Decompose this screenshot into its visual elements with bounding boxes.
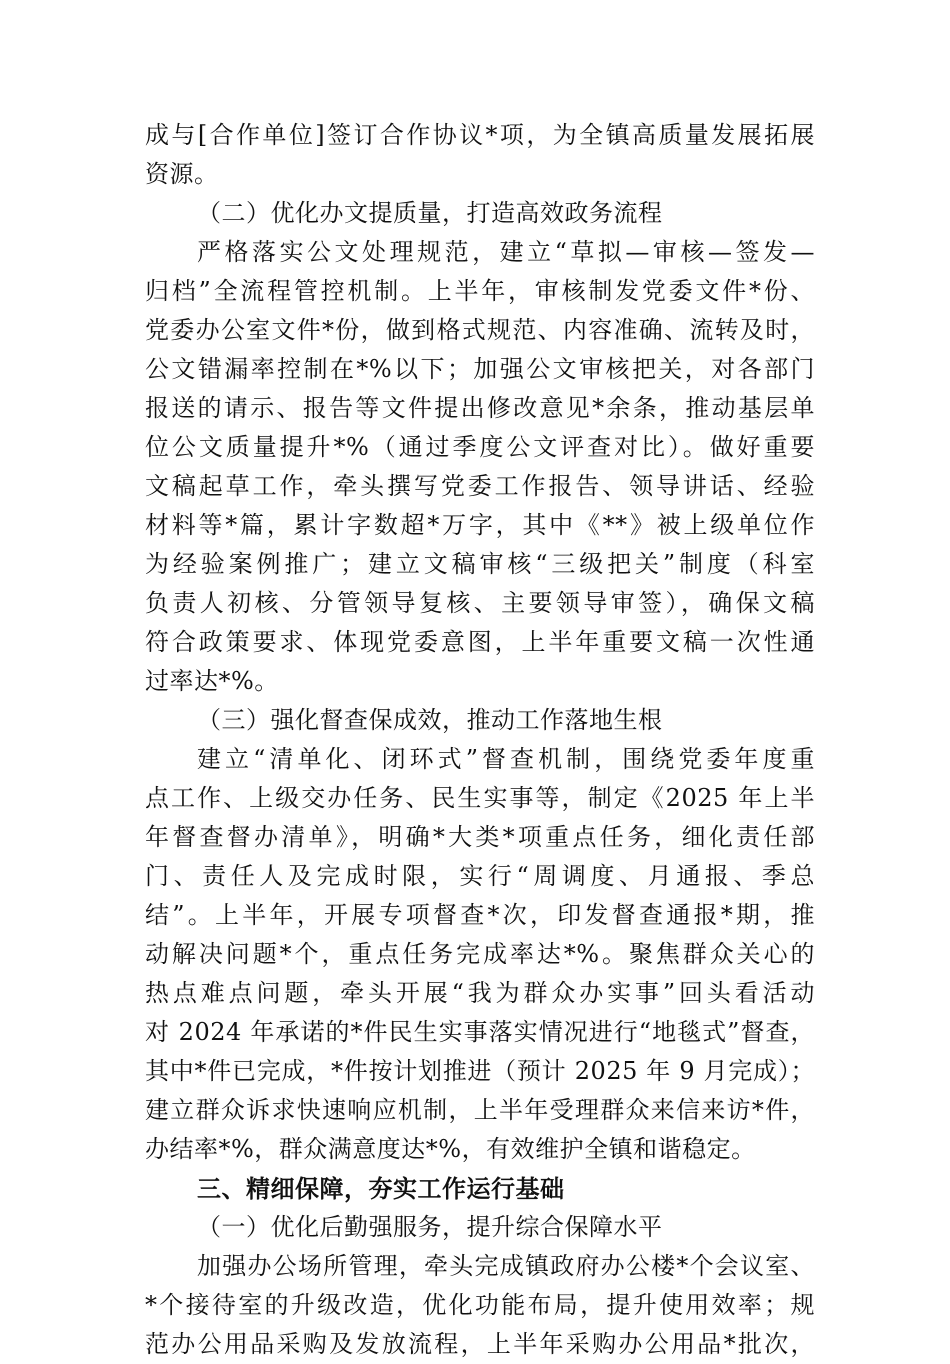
paragraph-line: 热点难点问题，牵头开展“我为群众办实事”回头看活动 xyxy=(145,979,815,1007)
paragraph-line: 党委办公室文件*份，做到格式规范、内容准确、流转及时， xyxy=(145,316,815,344)
paragraph-line: *个接待室的升级改造，优化功能布局，提升使用效率；规 xyxy=(145,1291,815,1319)
paragraph-line: 结”。上半年，开展专项督查*次，印发督查通报*期，推 xyxy=(145,901,815,929)
paragraph-line: 公文错漏率控制在*%以下；加强公文审核把关，对各部门 xyxy=(145,355,815,383)
paragraph-line: 文稿起草工作，牵头撰写党委工作报告、领导讲话、经验 xyxy=(145,472,815,500)
paragraph-line: 年督查督办清单》，明确*大类*项重点任务，细化责任部 xyxy=(145,823,815,851)
paragraph-line: 符合政策要求、体现党委意图，上半年重要文稿一次性通 xyxy=(145,628,815,656)
subheading-3: （三）强化督查保成效，推动工作落地生根 xyxy=(197,706,663,734)
paragraph-line: 归档”全流程管控机制。上半年，审核制发党委文件*份、 xyxy=(145,277,815,305)
paragraph-line: 其中*件已完成，*件按计划推进（预计 2025 年 9 月完成）； xyxy=(145,1057,815,1085)
paragraph-line: 材料等*篇，累计字数超*万字，其中《**》被上级单位作 xyxy=(145,511,815,539)
paragraph-line: 范办公用品采购及发放流程，上半年采购办公用品*批次， xyxy=(145,1330,815,1358)
paragraph-line: 点工作、上级交办任务、民生实事等，制定《2025 年上半 xyxy=(145,784,815,812)
paragraph-line: 位公文质量提升*%（通过季度公文评查对比）。做好重要 xyxy=(145,433,815,461)
paragraph-line: 动解决问题*个，重点任务完成率达*%。聚焦群众关心的 xyxy=(145,940,815,968)
paragraph-line: 报送的请示、报告等文件提出修改意见*余条，推动基层单 xyxy=(145,394,815,422)
paragraph-line: 资源。 xyxy=(145,160,219,188)
paragraph-line: 成与[合作单位]签订合作协议*项，为全镇高质量发展拓展 xyxy=(145,121,815,149)
section-heading-3: 三、精细保障，夯实工作运行基础 xyxy=(197,1174,565,1203)
paragraph-line: 加强办公场所管理，牵头完成镇政府办公楼*个会议室、 xyxy=(197,1252,815,1280)
paragraph-line: 负责人初核、分管领导复核、主要领导审签），确保文稿 xyxy=(145,589,815,617)
subheading-2: （二）优化办文提质量，打造高效政务流程 xyxy=(197,199,663,227)
paragraph-line: 办结率*%，群众满意度达*%，有效维护全镇和谐稳定。 xyxy=(145,1135,756,1163)
subheading-1: （一）优化后勤强服务，提升综合保障水平 xyxy=(197,1213,663,1241)
paragraph-line: 建立群众诉求快速响应机制，上半年受理群众来信来访*件， xyxy=(145,1096,815,1124)
paragraph-line: 严格落实公文处理规范，建立“草拟—审核—签发— xyxy=(197,238,815,266)
paragraph-line: 为经验案例推广；建立文稿审核“三级把关”制度（科室 xyxy=(145,550,815,578)
paragraph-line: 门、责任人及完成时限，实行“周调度、月通报、季总 xyxy=(145,862,815,890)
paragraph-line: 过率达*%。 xyxy=(145,667,279,695)
document-body xyxy=(145,116,815,1364)
paragraph-line: 建立“清单化、闭环式”督查机制，围绕党委年度重 xyxy=(197,745,815,773)
paragraph-line: 对 2024 年承诺的*件民生实事落实情况进行“地毯式”督查， xyxy=(145,1018,815,1046)
